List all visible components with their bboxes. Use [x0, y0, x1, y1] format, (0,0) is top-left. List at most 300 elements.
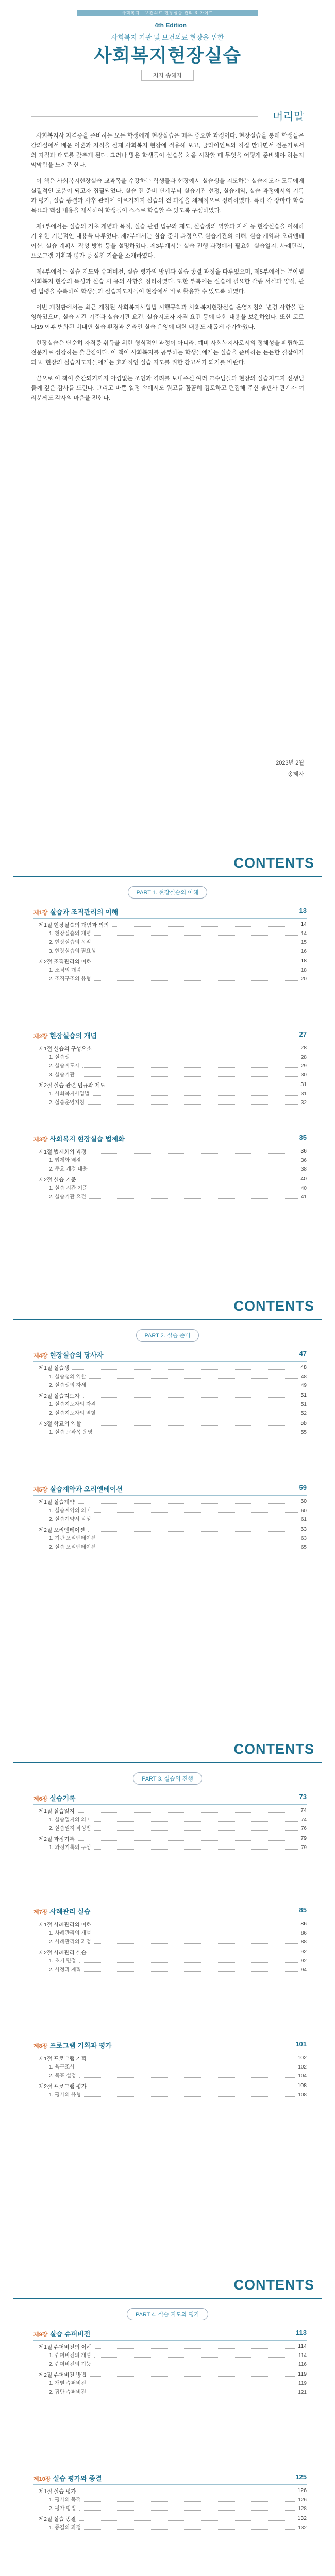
- chapter-number: 제4장: [34, 1353, 48, 1359]
- toc-item: [49, 1535, 307, 1543]
- leader-dots: [78, 1835, 298, 1841]
- part-label: PART 1. 현장실습의 이해: [128, 886, 208, 899]
- leader-dots: [84, 1966, 298, 1972]
- leader-dots: [88, 1526, 297, 1532]
- chapter-name: 현장실습의 당사자: [49, 1351, 104, 1359]
- chapter-number: 제3장: [34, 1137, 48, 1143]
- item-title: 1. 초기 면접: [49, 1958, 76, 1964]
- section-title: 제3절 학교의 역할: [39, 1421, 81, 1427]
- section-title: 제2절 오리엔테이션: [39, 1527, 85, 1533]
- toc-item: [49, 1157, 307, 1164]
- leader-dots: [90, 2371, 295, 2377]
- chapter-name: 현장실습의 개념: [49, 1032, 97, 1040]
- item-title: 3. 실습기관: [49, 1072, 75, 1078]
- leader-dots: [94, 1507, 298, 1513]
- item-page: 86: [300, 1930, 307, 1936]
- toc-item: [49, 1054, 307, 1061]
- item-page: 38: [300, 1166, 307, 1172]
- preface-title: 머리말: [273, 111, 304, 123]
- chapter-page: 35: [299, 1133, 307, 1141]
- item-title: 1. 실습생: [49, 1055, 70, 1060]
- toc-section: [39, 1921, 307, 1928]
- contents-rule: [13, 2298, 322, 2299]
- preface-paragraph: 이번 개정판에서는 최근 개정된 사회복지사업법 시행규칙과 사회복지현장실습 운영지침의 변경 사항을 반영하였으며, 실습 시간 기준과 실습기관 요건, 실습지도자 자격 요건 등에 대한 내용을 보완하였다. 또한 코로나19 이후 변화된 비대면 실습 환경과 온라인 실습 운영에 대한 내용도 새롭게 추가하였다.: [31, 304, 304, 330]
- toc-section: [39, 2371, 307, 2379]
- item-page: 132: [298, 2525, 307, 2531]
- leader-dots: [79, 2487, 295, 2493]
- item-title: 1. 실습생의 역할: [49, 1374, 86, 1380]
- section-page: 86: [300, 1921, 307, 1927]
- toc-item: [49, 2496, 307, 2504]
- section-title: 제1절 실습의 구성요소: [39, 1046, 92, 1052]
- item-page: 128: [298, 2506, 307, 2512]
- chapter-title-text: [34, 2040, 112, 2050]
- chapter-page: 101: [295, 2040, 307, 2048]
- item-title: 1. 개별 슈퍼비전: [49, 2381, 86, 2386]
- section-title: 제1절 사례관리의 이해: [39, 1922, 92, 1928]
- item-title: 2. 실습 오리엔테이션: [49, 1545, 96, 1550]
- toc-item: [49, 1071, 307, 1079]
- section-title: 제1절 실습계약: [39, 1499, 75, 1505]
- toc-item: [49, 1373, 307, 1381]
- toc-item: [49, 1099, 307, 1107]
- item-page: 88: [300, 1939, 307, 1945]
- item-page: 126: [298, 2497, 307, 2503]
- item-title: 2. 주요 개정 내용: [49, 1166, 88, 1172]
- leader-dots: [72, 1364, 297, 1370]
- section-title: 제2절 슈퍼비전 방법: [39, 2372, 87, 2378]
- item-title: 2. 실습지도자의 역할: [49, 1411, 96, 1416]
- section-title: 제2절 실습 종결: [39, 2516, 76, 2522]
- section-page: 40: [300, 1176, 307, 1182]
- section-title: 제1절 프로그램 기획: [39, 2056, 87, 2062]
- section-page: 63: [300, 1526, 307, 1532]
- leader-dots: [84, 2091, 295, 2097]
- item-page: 92: [300, 1958, 307, 1964]
- contents-banner: [0, 2277, 335, 2301]
- toc-item: [49, 930, 307, 938]
- item-page: 102: [298, 2064, 307, 2070]
- chapter-name: 실습기록: [49, 1794, 76, 1802]
- leader-dots: [78, 1071, 298, 1077]
- chapter-page: 27: [299, 1030, 307, 1038]
- toc-section: [39, 1176, 307, 1183]
- section-page: 18: [300, 958, 307, 964]
- contents-heading: CONTENTS: [233, 1741, 314, 1757]
- leader-dots: [99, 947, 298, 953]
- item-title: 2. 평가 방법: [49, 2506, 76, 2512]
- chapter-title-text: [34, 2473, 102, 2483]
- chapter-page: 125: [295, 2473, 307, 2481]
- toc-chapter: [34, 907, 307, 984]
- leader-dots: [88, 1099, 298, 1105]
- toc-chapter: [34, 2329, 307, 2397]
- leader-dots: [89, 2380, 295, 2385]
- leader-dots: [94, 1938, 298, 1944]
- leader-dots: [94, 930, 298, 936]
- part-label: PART 2. 실습 준비: [136, 1329, 199, 1342]
- item-page: 32: [300, 1100, 307, 1106]
- toc-section: [39, 2343, 307, 2351]
- item-page: 15: [300, 940, 307, 945]
- toc-section: [39, 1364, 307, 1372]
- part-header: [0, 2308, 335, 2320]
- contents-rule: [13, 1319, 322, 1320]
- contents-banner: [0, 1298, 335, 1322]
- chapter-name: 사회복지 현장실습 법제화: [49, 1135, 125, 1143]
- leader-dots: [99, 1401, 298, 1406]
- leader-dots: [78, 2063, 295, 2069]
- leader-dots: [84, 2496, 295, 2502]
- chapter-title: [34, 1484, 307, 1496]
- section-title: 제2절 과정기록: [39, 1836, 75, 1842]
- item-page: 28: [300, 1055, 307, 1060]
- leader-dots: [94, 2361, 296, 2366]
- section-page: 48: [300, 1364, 307, 1370]
- toc-item: [49, 947, 307, 955]
- chapter-title: [34, 2040, 307, 2052]
- leader-dots: [95, 958, 297, 963]
- toc-item: [49, 1429, 307, 1436]
- item-page: 79: [300, 1845, 307, 1851]
- toc-section: [39, 1045, 307, 1053]
- section-page: 114: [298, 2343, 307, 2349]
- item-page: 55: [300, 1430, 307, 1435]
- toc-item: [49, 2388, 307, 2396]
- leader-dots: [95, 1429, 298, 1434]
- item-page: 41: [300, 1194, 307, 1200]
- item-title: 2. 현장실습의 목적: [49, 940, 91, 945]
- chapter-number: 제8장: [34, 2043, 48, 2049]
- section-page: 51: [300, 1392, 307, 1398]
- toc-item: [49, 2063, 307, 2071]
- leader-dots: [79, 2072, 295, 2078]
- item-title: 2. 실습기관 요건: [49, 1194, 86, 1200]
- leader-dots: [89, 1193, 298, 1199]
- section-title: 제2절 실습 관련 법규와 제도: [39, 1082, 106, 1089]
- item-title: 1. 실습 교과목 운영: [49, 1430, 93, 1435]
- leader-dots: [93, 1090, 298, 1096]
- item-page: 121: [298, 2389, 307, 2395]
- leader-dots: [94, 1516, 298, 1521]
- chapter-page: 47: [299, 1350, 307, 1358]
- chapter-title: [34, 907, 307, 919]
- section-title: 제2절 실습지도자: [39, 1393, 80, 1399]
- section-page: 108: [297, 2082, 307, 2089]
- preface-signature: 송혜자: [288, 771, 304, 777]
- toc-item: [49, 1401, 307, 1409]
- item-title: 1. 실습계약의 의미: [49, 1508, 91, 1514]
- item-page: 119: [298, 2381, 307, 2386]
- section-title: 제1절 슈퍼비전의 이해: [39, 2344, 92, 2350]
- item-title: 1. 실습일지의 의미: [49, 1817, 91, 1823]
- section-title: 제2절 프로그램 평가: [39, 2083, 87, 2090]
- preface-body: [31, 131, 304, 410]
- chapter-name: 실습과 조직관리의 이해: [49, 908, 119, 916]
- chapter-title-text: [34, 1350, 103, 1360]
- toc-item: [49, 2505, 307, 2513]
- toc-chapter: [34, 1484, 307, 1552]
- chapter-page: 113: [296, 2329, 307, 2336]
- item-title: 1. 실습 시간 기준: [49, 1185, 88, 1191]
- item-page: 76: [300, 1826, 307, 1832]
- leader-dots: [108, 1081, 297, 1087]
- item-page: 29: [300, 1063, 307, 1069]
- section-page: 92: [300, 1948, 307, 1955]
- chapter-number: 제7장: [34, 1909, 48, 1916]
- leader-dots: [79, 1176, 298, 1181]
- leader-dots: [94, 1816, 298, 1822]
- toc-item: [49, 1516, 307, 1523]
- contents-rule: [13, 876, 322, 877]
- leader-dots: [90, 2082, 295, 2088]
- toc-item: [49, 967, 307, 974]
- part-label: PART 3. 실습의 진행: [133, 1772, 202, 1785]
- toc-section: [39, 2515, 307, 2523]
- toc-chapter: [34, 1793, 307, 1853]
- contents-banner: [0, 855, 335, 879]
- leader-dots: [89, 2388, 295, 2394]
- chapter-number: 제1장: [34, 910, 48, 916]
- toc-item: [49, 939, 307, 946]
- leader-dots: [90, 1148, 297, 1154]
- leader-dots: [78, 1498, 298, 1504]
- item-page: 20: [300, 976, 307, 982]
- item-page: 65: [300, 1545, 307, 1550]
- item-title: 2. 조직구조의 유형: [49, 976, 91, 982]
- toc-item: [49, 1507, 307, 1515]
- toc-chapter: [34, 1906, 307, 1975]
- preface-paragraph: 제1부에서는 실습의 기초 개념과 목적, 실습 관련 법규와 제도, 실습생의 역할과 자세 등 현장실습을 이해하기 위한 기본적인 내용을 다루었다. 제2부에서는 실습 준비 과정으로 실습기관의 이해, 실습 계약과 오리엔테이션, 실습 계획서 작성 방법 등을 설명하였다. 제3부에서는 실습 진행 과정에서 필요한 실습일지, 사례관리, 프로그램 기획과 평가 등 실천 기술을 소개하였다.: [31, 224, 304, 259]
- toc-section: [39, 1948, 307, 1956]
- item-page: 63: [300, 1536, 307, 1541]
- section-page: 79: [300, 1835, 307, 1841]
- leader-dots: [99, 1544, 298, 1549]
- leader-dots: [112, 921, 297, 927]
- item-page: 30: [300, 1072, 307, 1078]
- chapter-title-text: [34, 1484, 123, 1494]
- item-title: 2. 실습생의 자세: [49, 1383, 86, 1388]
- chapter-title: [34, 2329, 307, 2341]
- item-page: 31: [300, 1091, 307, 1097]
- chapter-title-text: [34, 1030, 97, 1040]
- chapter-title: [34, 2473, 307, 2485]
- leader-dots: [79, 2505, 295, 2511]
- chapter-title-text: [34, 1906, 90, 1916]
- item-title: 2. 실습일지 작성법: [49, 1826, 91, 1832]
- item-title: 1. 과정기록의 구성: [49, 1845, 91, 1851]
- toc-item: [49, 1938, 307, 1946]
- contents-rule: [13, 1762, 322, 1763]
- chapter-page: 73: [299, 1793, 307, 1801]
- item-title: 1. 조직의 개념: [49, 968, 81, 973]
- leader-dots: [90, 1948, 297, 1954]
- section-title: 제1절 현장실습의 개념과 의의: [39, 922, 109, 928]
- section-title: 제2절 조직관리의 이해: [39, 959, 92, 965]
- leader-dots: [91, 1184, 298, 1190]
- chapter-title-text: [34, 1133, 125, 1143]
- leader-dots: [82, 1062, 297, 1068]
- toc-item: [49, 2072, 307, 2080]
- toc-item: [49, 2361, 307, 2368]
- item-page: 48: [300, 1374, 307, 1380]
- section-title: 제1절 실습생: [39, 1365, 70, 1371]
- toc-section: [39, 2055, 307, 2062]
- preface-paragraph: 현장실습은 단순히 자격증 취득을 위한 형식적인 과정이 아니라, 예비 사회복지사로서의 정체성을 확립하고 전문가로 성장하는 출발점이다. 이 책이 사회복지를 공부하는 학생들에게는 실습을 준비하는 든든한 길잡이가 되고, 현장의 실습지도자들에게는 효과적인 실습 지도를 위한 참고서가 되기를 바란다.: [31, 340, 304, 366]
- item-title: 2. 실습계약서 작성: [49, 1517, 91, 1522]
- toc-chapter: [34, 2040, 307, 2100]
- section-page: 31: [300, 1081, 307, 1088]
- item-title: 2. 실습운영지침: [49, 1100, 85, 1106]
- chapter-name: 실습 슈퍼비전: [49, 2330, 91, 2338]
- contents-banner: [0, 1741, 335, 1765]
- item-page: 49: [300, 1383, 307, 1388]
- section-page: 60: [300, 1498, 307, 1504]
- leader-dots: [95, 1045, 297, 1050]
- item-page: 104: [298, 2073, 307, 2079]
- leader-dots: [84, 967, 298, 972]
- toc-item: [49, 1184, 307, 1192]
- item-title: 1. 사회복지사업법: [49, 1091, 90, 1097]
- section-title: 제1절 실습 평가: [39, 2488, 76, 2495]
- chapter-title: [34, 1793, 307, 1805]
- item-page: 74: [300, 1817, 307, 1823]
- chapter-title-text: [34, 1793, 76, 1803]
- toc-section: [39, 1148, 307, 1156]
- leader-dots: [90, 2055, 295, 2060]
- leader-dots: [94, 939, 298, 944]
- leader-dots: [79, 2515, 295, 2521]
- section-page: 14: [300, 921, 307, 927]
- item-title: 2. 사례관리의 과정: [49, 1939, 91, 1945]
- item-title: 2. 사정과 계획: [49, 1967, 81, 1973]
- part-label: PART 4. 실습 지도와 평가: [127, 2308, 208, 2320]
- leader-dots: [85, 1420, 298, 1426]
- chapter-title-text: [34, 2329, 90, 2338]
- chapter-name: 프로그램 기획과 평가: [49, 2042, 112, 2049]
- item-page: 94: [300, 1967, 307, 1973]
- preface-paragraph: 사회복지사 자격증을 준비하는 모든 학생에게 현장실습은 매우 중요한 과정이다. 현장실습을 통해 학생들은 강의실에서 배운 이론과 지식을 실제 사회복지 현장에 적용해 보고, 클라이언트와 직접 만나면서 전문가로서의 자질과 태도를 갖추게 된다. 그러나 많은 학생들이 실습을 처음 시작할 때 무엇을 어떻게 준비해야 하는지 막막함을 느끼곤 한다.: [31, 133, 304, 168]
- toc-chapter: [34, 1030, 307, 1108]
- cover: [0, 0, 335, 108]
- toc-item: [49, 1929, 307, 1937]
- item-page: 16: [300, 948, 307, 954]
- item-title: 3. 현장실습의 필요성: [49, 948, 96, 954]
- book-subtitle: 사회복지 기관 및 보건의료 현장을 위한: [111, 33, 224, 41]
- toc-chapter: [34, 1350, 307, 1437]
- chapter-page: 13: [299, 907, 307, 914]
- item-page: 51: [300, 1402, 307, 1408]
- item-title: 1. 욕구조사: [49, 2064, 75, 2070]
- item-page: 60: [300, 1508, 307, 1514]
- toc-section: [39, 2082, 307, 2090]
- toc-section: [39, 1498, 307, 1506]
- toc-section: [39, 1807, 307, 1815]
- contents-heading: CONTENTS: [233, 1298, 314, 1314]
- chapter-title: [34, 1133, 307, 1145]
- leader-dots: [89, 1373, 298, 1379]
- chapter-page: 85: [299, 1906, 307, 1914]
- toc-item: [49, 1090, 307, 1098]
- leader-dots: [94, 1825, 298, 1831]
- toc-section: [39, 1526, 307, 1534]
- preface-divider: [31, 116, 258, 117]
- item-title: 1. 슈퍼비전의 개념: [49, 2353, 91, 2359]
- section-title: 제2절 실습 기준: [39, 1177, 76, 1183]
- preface-date: 2023년 2월: [276, 760, 304, 766]
- chapter-name: 사례관리 실습: [49, 1908, 91, 1916]
- section-title: 제2절 사례관리 실습: [39, 1950, 87, 1956]
- toc-section: [39, 921, 307, 929]
- leader-dots: [99, 1535, 298, 1540]
- item-title: 1. 평가의 유형: [49, 2092, 81, 2098]
- chapter-number: 제2장: [34, 1033, 48, 1040]
- leader-dots: [99, 1410, 298, 1415]
- item-title: 2. 슈퍼비전의 기능: [49, 2362, 91, 2367]
- preface-signature-block: [276, 757, 304, 780]
- toc-item: [49, 2091, 307, 2099]
- item-page: 52: [300, 1411, 307, 1416]
- item-page: 14: [300, 931, 307, 937]
- item-title: 1. 현장실습의 개념: [49, 931, 91, 937]
- leader-dots: [73, 1054, 298, 1059]
- toc-section: [39, 2487, 307, 2495]
- chapter-title: [34, 1906, 307, 1918]
- toc-item: [49, 975, 307, 983]
- chapter-page: 59: [299, 1484, 307, 1492]
- toc-section: [39, 1392, 307, 1400]
- book-title: 사회복지현장실습: [93, 45, 242, 66]
- item-title: 2. 집단 슈퍼비전: [49, 2389, 86, 2395]
- item-page: 116: [298, 2362, 307, 2367]
- toc-item: [49, 1410, 307, 1417]
- book-author: 저자 송혜자: [141, 70, 194, 81]
- chapter-name: 실습 평가와 종결: [53, 2475, 102, 2482]
- leader-dots: [94, 1929, 298, 1935]
- cover-band-text: 사회복지 · 보건의료 현장실습 관리 & 가이드: [122, 11, 213, 15]
- part-header: [0, 886, 335, 899]
- toc-item: [49, 1382, 307, 1389]
- preface-paragraph: 이 책은 사회복지현장실습 교과목을 수강하는 학생들과 현장에서 실습생을 지도하는 실습지도자 모두에게 실질적인 도움이 되고자 집필되었다. 실습 전 준비 단계부터 실습기관 선정, 실습계약, 실습 과정에서의 기록과 평가, 실습 종결과 사후 관리에 이르기까지 실습의 전 과정을 체계적으로 정리하였다. 특히 각 장마다 학습목표와 핵심 내용을 제시하여 학생들이 스스로 학습할 수 있도록 구성하였다.: [31, 178, 304, 214]
- leader-dots: [91, 1165, 298, 1171]
- cover-author-wrap: [0, 70, 335, 81]
- leader-dots: [94, 1844, 298, 1850]
- preface-paragraph: 제4부에서는 실습 지도와 슈퍼비전, 실습 평가의 방법과 실습 종결 과정을 다루었으며, 제5부에서는 분야별 사회복지 현장의 특성과 실습 시 유의 사항을 정리하였다. 또한 부록에는 실습에 필요한 각종 서식과 양식, 관련 법령을 수록하여 학생들과 실습지도자들이 현장에서 바로 활용할 수 있도록 하였다.: [31, 269, 304, 295]
- leader-dots: [84, 2524, 295, 2530]
- toc-item: [49, 2352, 307, 2360]
- edition-label: 4th Edition: [155, 22, 187, 29]
- item-title: 1. 기관 오리엔테이션: [49, 1536, 96, 1541]
- chapter-title: [34, 1350, 307, 1362]
- item-page: 36: [300, 1158, 307, 1163]
- toc-item: [49, 1544, 307, 1551]
- section-page: 55: [300, 1420, 307, 1426]
- chapter-number: 제5장: [34, 1487, 48, 1493]
- section-page: 28: [300, 1045, 307, 1051]
- item-title: 1. 사례관리의 개념: [49, 1930, 91, 1936]
- chapter-number: 제9장: [34, 2332, 48, 2338]
- leader-dots: [94, 975, 298, 981]
- contents-heading: CONTENTS: [233, 2277, 314, 2293]
- leader-dots: [89, 1382, 298, 1387]
- toc-section: [39, 1835, 307, 1843]
- item-title: 2. 실습지도자: [49, 1063, 80, 1069]
- chapter-name: 실습계약과 오리엔테이션: [49, 1485, 123, 1493]
- item-title: 2. 목표 설정: [49, 2073, 76, 2079]
- item-page: 40: [300, 1185, 307, 1191]
- toc-item: [49, 1816, 307, 1824]
- toc-item: [49, 1957, 307, 1965]
